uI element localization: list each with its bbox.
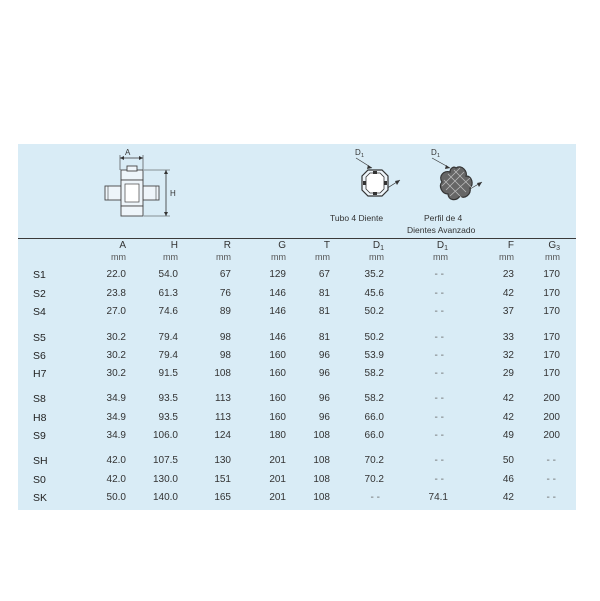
- table-cell: 129: [269, 269, 286, 280]
- table-cell: 42: [502, 393, 514, 404]
- table-cell: 67: [318, 269, 330, 280]
- table-cell: 146: [269, 306, 286, 317]
- table-cell: 200: [543, 393, 560, 404]
- table-cell: 81: [318, 332, 330, 343]
- table-cell: 108: [313, 474, 330, 485]
- table-cell: 76: [219, 288, 231, 299]
- dim-d1-tube-letter: D: [355, 148, 361, 157]
- table-cell: 140.0: [152, 492, 178, 503]
- table-cell: 170: [543, 350, 560, 361]
- table-cell: 89: [219, 306, 231, 317]
- table-cell: 53.9: [364, 350, 384, 361]
- table-cell: 42.0: [106, 455, 126, 466]
- table-cell: 151: [214, 474, 231, 485]
- col-header-name: F: [507, 240, 514, 251]
- col-header-subscript: 1: [444, 245, 448, 252]
- table-cell: 107.5: [152, 455, 178, 466]
- table-cell: 124: [214, 430, 231, 441]
- table-cell: 108: [313, 492, 330, 503]
- col-header-name: A: [119, 240, 126, 251]
- table-cell: 66.0: [364, 412, 384, 423]
- caption-profile-line2: Dientes Avanzado: [407, 225, 476, 235]
- table-cell: - -: [434, 288, 444, 299]
- table-cell: 96: [318, 368, 330, 379]
- table-cell: 108: [313, 430, 330, 441]
- table-cell: - -: [434, 393, 444, 404]
- table-cell: 35.2: [364, 269, 384, 280]
- table-cell: 27.0: [106, 306, 126, 317]
- col-unit-d1b: mm: [433, 252, 448, 262]
- table-cell: 50.0: [106, 492, 126, 503]
- table-cell: 42: [502, 412, 514, 423]
- table-cell: 96: [318, 350, 330, 361]
- diagram-area: [18, 144, 576, 238]
- table-cell: - -: [434, 455, 444, 466]
- table-cell: 34.9: [106, 430, 126, 441]
- col-unit-t: mm: [315, 252, 330, 262]
- table-cell: - -: [434, 412, 444, 423]
- table-cell: - -: [434, 350, 444, 361]
- table-cell: 146: [269, 288, 286, 299]
- caption-profile-line1: Perfil de 4: [424, 213, 463, 223]
- col-unit-f: mm: [499, 252, 514, 262]
- col-header-name: G: [548, 240, 557, 251]
- table-cell: - -: [370, 492, 380, 503]
- table-cell: 54.0: [158, 269, 178, 280]
- col-unit-d1a: mm: [369, 252, 384, 262]
- row-label: SK: [33, 492, 48, 504]
- table-cell: 45.6: [364, 288, 384, 299]
- table-cell: - -: [546, 474, 556, 485]
- table-cell: - -: [434, 474, 444, 485]
- table-cell: 34.9: [106, 412, 126, 423]
- table-cell: 50.2: [364, 332, 384, 343]
- four-tooth-tube-icon: [348, 146, 404, 208]
- table-cell: 34.9: [106, 393, 126, 404]
- table-cell: 113: [215, 393, 231, 404]
- table-cell: 93.5: [158, 412, 178, 423]
- table-cell: 58.2: [364, 368, 384, 379]
- table-cell: 165: [214, 492, 231, 503]
- table-cell: 130.0: [152, 474, 178, 485]
- row-label: H8: [33, 412, 47, 424]
- table-cell: 79.4: [158, 332, 178, 343]
- col-header-name: D: [436, 240, 445, 251]
- col-unit-g: mm: [271, 252, 286, 262]
- col-unit-h: mm: [163, 252, 178, 262]
- col-unit-a: mm: [111, 252, 126, 262]
- table-cell: 70.2: [364, 474, 384, 485]
- header-divider: [18, 238, 576, 239]
- table-cell: - -: [546, 455, 556, 466]
- table-cell: 22.0: [106, 269, 126, 280]
- row-label: S1: [33, 269, 46, 281]
- table-cell: 67: [219, 269, 231, 280]
- table-cell: 201: [269, 455, 286, 466]
- table-cell: 23.8: [106, 288, 126, 299]
- table-cell: 30.2: [106, 332, 126, 343]
- col-unit-r: mm: [216, 252, 231, 262]
- row-label: S8: [33, 393, 46, 405]
- table-cell: 201: [269, 474, 286, 485]
- table-cell: - -: [434, 430, 444, 441]
- table-cell: 160: [269, 350, 286, 361]
- table-cell: 170: [543, 269, 560, 280]
- row-label: SH: [33, 455, 48, 467]
- table-cell: 50.2: [364, 306, 384, 317]
- table-cell: 170: [543, 306, 560, 317]
- four-tooth-profile-icon: [426, 146, 486, 208]
- dim-d1-profile-sub: 1: [437, 153, 441, 159]
- table-cell: 50: [502, 455, 514, 466]
- table-cell: 146: [269, 332, 286, 343]
- table-cell: 37: [502, 306, 514, 317]
- table-cell: 201: [269, 492, 286, 503]
- row-label: S6: [33, 350, 46, 362]
- table-cell: 96: [318, 393, 330, 404]
- table-cell: - -: [434, 306, 444, 317]
- table-cell: - -: [434, 269, 444, 280]
- row-label: S9: [33, 430, 46, 442]
- col-unit-g3: mm: [545, 252, 560, 262]
- table-cell: 160: [269, 393, 286, 404]
- table-cell: 74.6: [158, 306, 178, 317]
- col-header-subscript: 3: [556, 245, 560, 252]
- table-cell: 170: [543, 368, 560, 379]
- row-label: S0: [33, 474, 46, 486]
- table-cell: 81: [318, 306, 330, 317]
- row-label: S4: [33, 306, 46, 318]
- table-cell: 170: [543, 332, 560, 343]
- table-cell: - -: [434, 368, 444, 379]
- table-cell: 108: [313, 455, 330, 466]
- row-label: S5: [33, 332, 46, 344]
- table-cell: 74.1: [428, 492, 448, 503]
- col-header-name: H: [170, 240, 178, 251]
- table-cell: 42.0: [106, 474, 126, 485]
- table-cell: 29: [502, 368, 514, 379]
- table-cell: 49: [502, 430, 514, 441]
- table-cell: 46: [502, 474, 514, 485]
- table-cell: - -: [546, 492, 556, 503]
- caption-tube: Tubo 4 Diente: [330, 213, 384, 223]
- table-cell: 108: [214, 368, 231, 379]
- table-cell: 32: [502, 350, 514, 361]
- row-label: S2: [33, 288, 46, 300]
- table-cell: 79.4: [158, 350, 178, 361]
- dim-d1-profile-letter: D: [431, 148, 437, 157]
- table-cell: 93.5: [158, 393, 178, 404]
- col-header-subscript: 1: [380, 245, 384, 252]
- col-header-name: G: [278, 240, 286, 251]
- row-label: H7: [33, 368, 47, 380]
- table-cell: 81: [318, 288, 330, 299]
- table-cell: 61.3: [158, 288, 178, 299]
- table-cell: 98: [219, 332, 231, 343]
- col-header-name: D: [372, 240, 381, 251]
- table-cell: - -: [434, 332, 444, 343]
- col-header-name: R: [223, 240, 231, 251]
- table-cell: 70.2: [364, 455, 384, 466]
- dim-d1-tube-sub: 1: [361, 153, 365, 159]
- table-cell: 30.2: [106, 368, 126, 379]
- spec-table-panel: [18, 144, 576, 510]
- table-cell: 98: [219, 350, 231, 361]
- table-cell: 96: [318, 412, 330, 423]
- table-cell: 180: [269, 430, 286, 441]
- table-cell: 113: [215, 412, 231, 423]
- table-cell: 66.0: [364, 430, 384, 441]
- table-cell: 130: [214, 455, 231, 466]
- table-cell: 30.2: [106, 350, 126, 361]
- col-header-name: T: [323, 240, 330, 251]
- table-cell: 170: [543, 288, 560, 299]
- dim-a-label: A: [125, 148, 131, 157]
- table-cell: 42: [502, 288, 514, 299]
- table-cell: 200: [543, 412, 560, 423]
- table-cell: 106.0: [152, 430, 178, 441]
- table-cell: 58.2: [364, 393, 384, 404]
- table-cell: 200: [543, 430, 560, 441]
- table-cell: 160: [269, 368, 286, 379]
- table-cell: 91.5: [158, 368, 178, 379]
- table-cell: 42: [502, 492, 514, 503]
- dim-h-label: H: [170, 189, 176, 198]
- universal-joint-cross-icon: [96, 148, 186, 228]
- table-cell: 23: [502, 269, 514, 280]
- table-cell: 160: [269, 412, 286, 423]
- table-cell: 33: [502, 332, 514, 343]
